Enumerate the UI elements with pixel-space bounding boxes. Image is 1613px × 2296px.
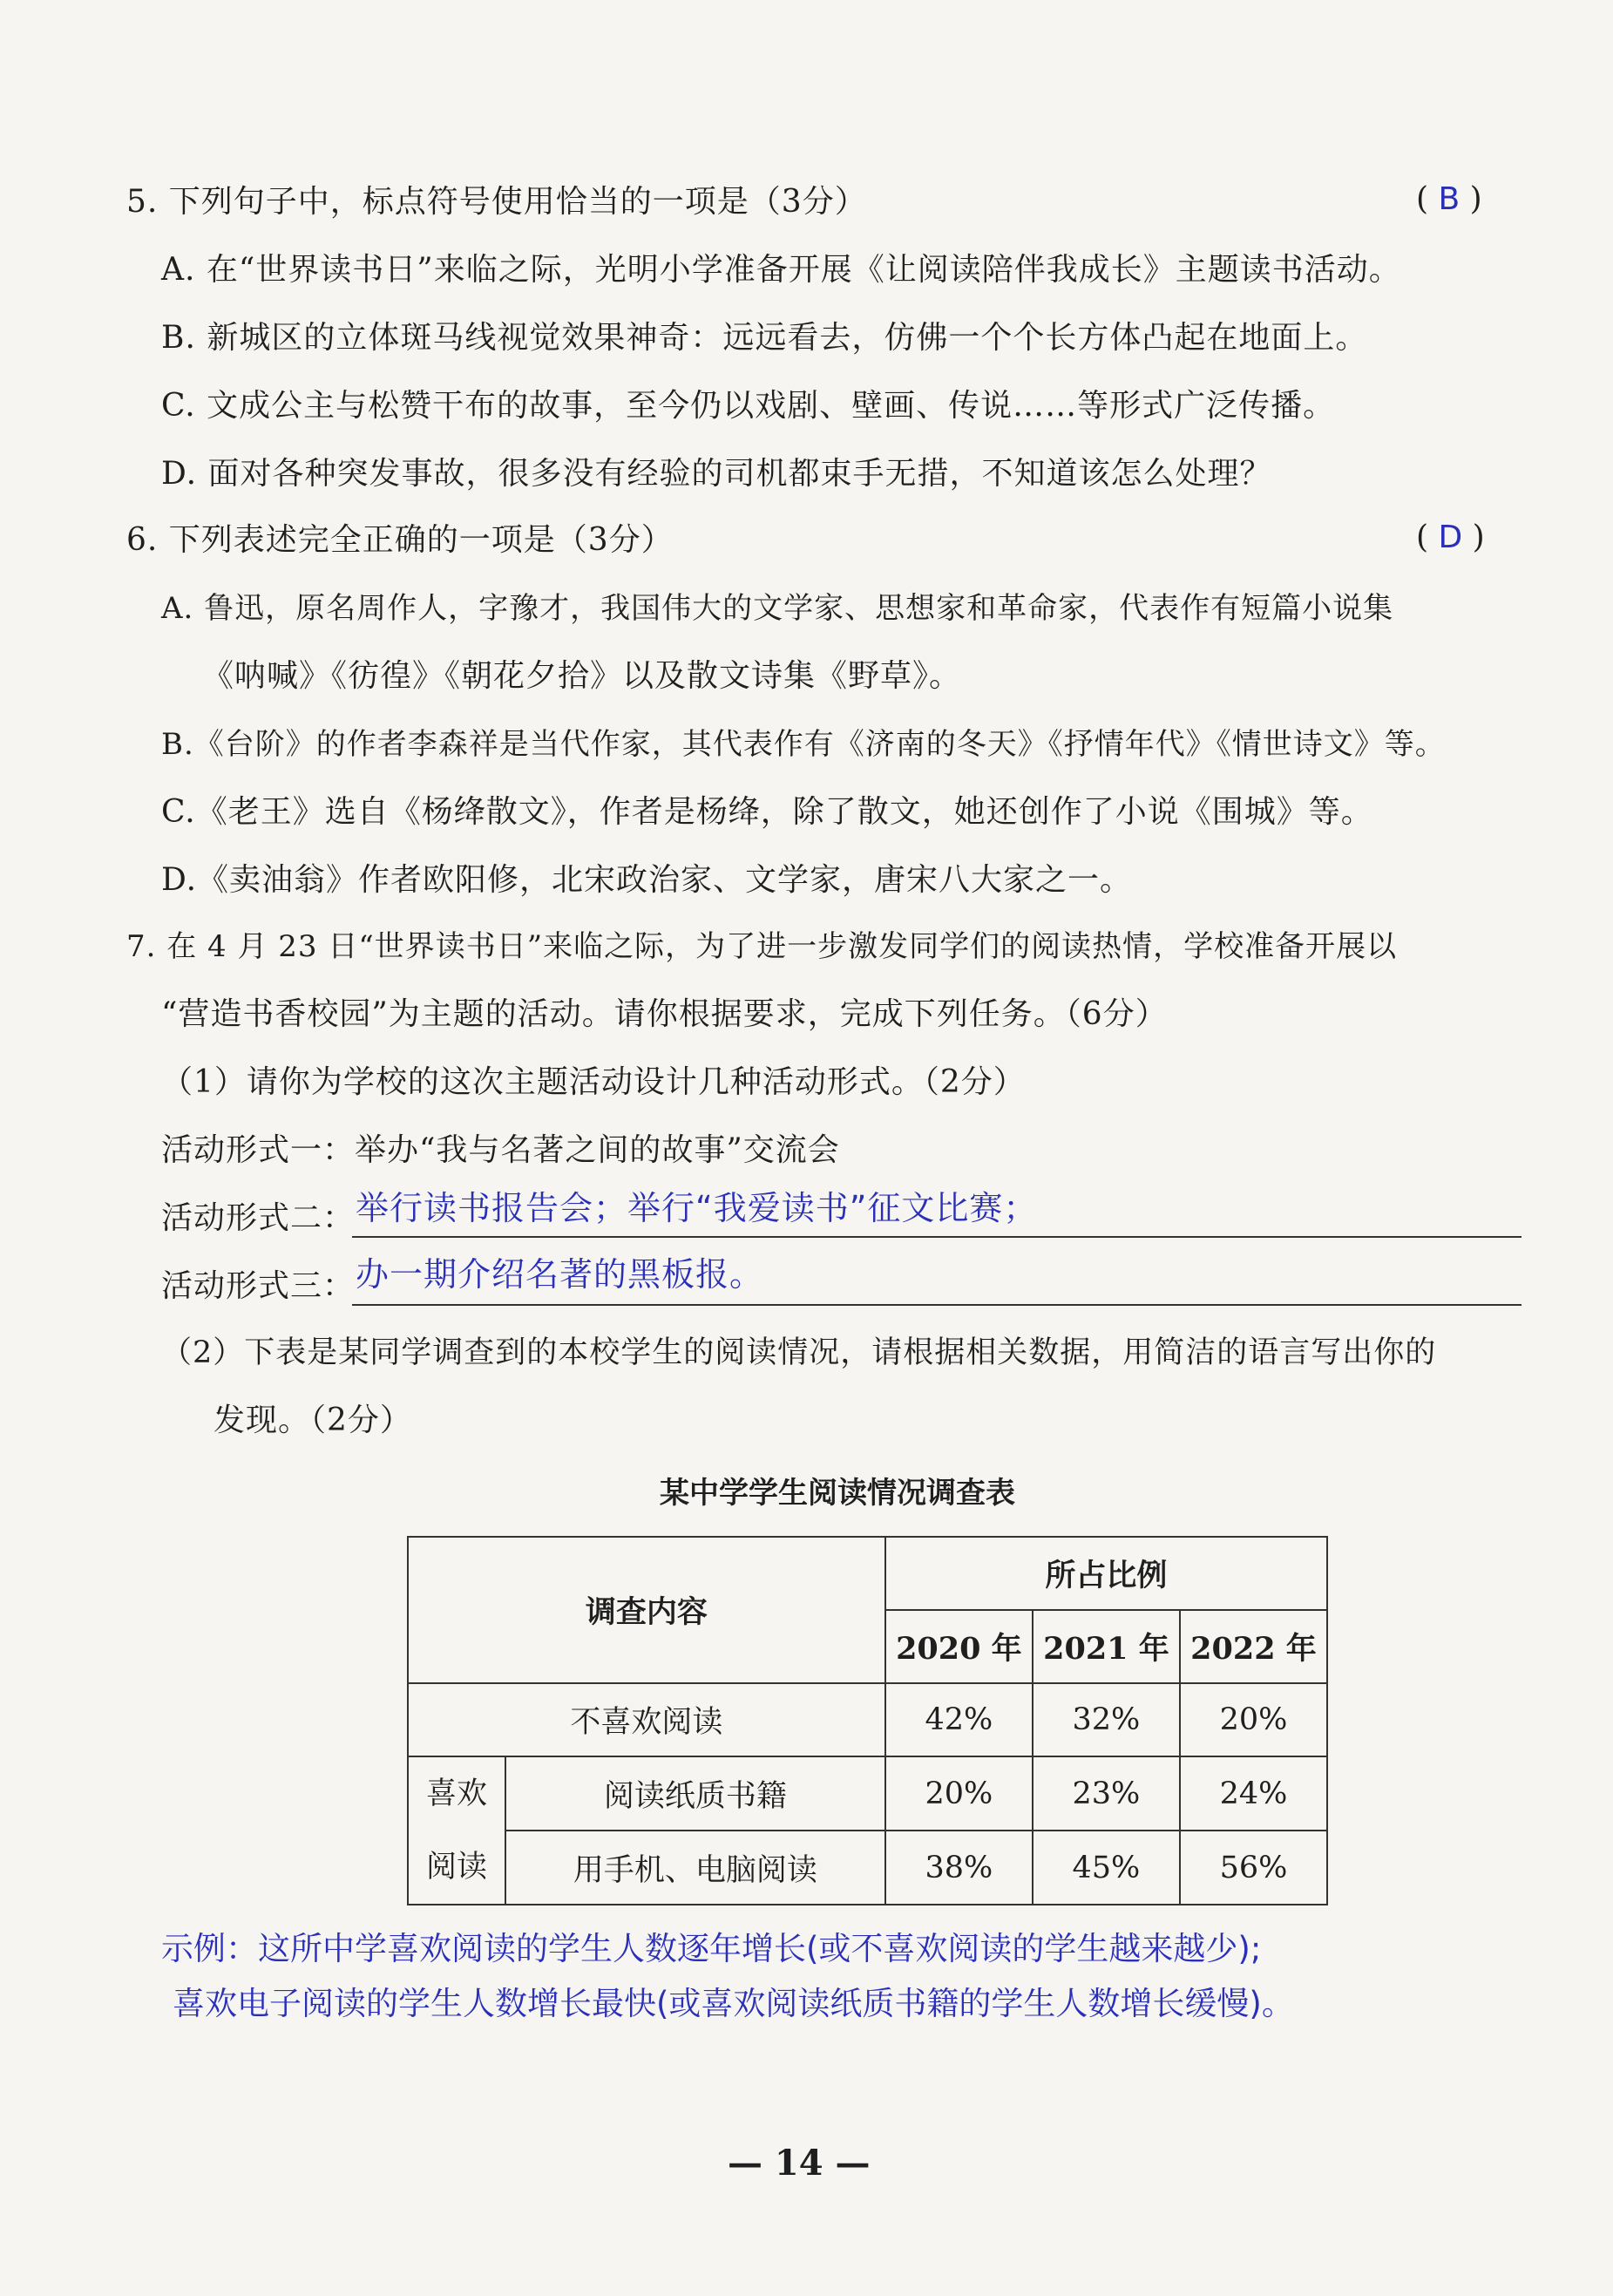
q7-form2-answer: 举行读书报告会；举行“我爱读书”征文比赛；	[356, 1189, 1038, 1227]
cell-dislike-2021: 32%	[1033, 1683, 1180, 1756]
q7-form1: 活动形式一：举办“我与名著之间的故事”交流会	[161, 1132, 840, 1168]
cell-digital-2022: 56%	[1180, 1831, 1327, 1905]
q6-answer: D	[1438, 520, 1463, 555]
group-like-label-1: 喜欢	[425, 1776, 487, 1811]
header-year-2020: 2020 年	[885, 1610, 1033, 1683]
row-digital-label: 用手机、电脑阅读	[505, 1831, 885, 1905]
answer-example-line1: 示例：这所中学喜欢阅读的学生人数逐年增长(或不喜欢阅读的学生越来越少);	[161, 1930, 1262, 1967]
cell-digital-2021: 45%	[1033, 1831, 1180, 1905]
survey-table	[407, 1536, 1328, 1905]
header-content: 调查内容	[408, 1537, 885, 1683]
q7-sub1: （1）请你为学校的这次主题活动设计几种活动形式。（2分）	[161, 1064, 1026, 1100]
header-year-2021: 2021 年	[1033, 1610, 1180, 1683]
q6-answer-bracket: ( D )	[1416, 520, 1485, 555]
cell-digital-2020: 38%	[885, 1831, 1033, 1905]
q7-stem-line2: “营造书香校园”为主题的活动。请你根据要求，完成下列任务。（6分）	[161, 996, 1168, 1032]
group-like-label	[408, 1756, 505, 1905]
q7-form2-label: 活动形式二：	[161, 1200, 356, 1236]
cell-paper-2021: 23%	[1033, 1756, 1180, 1831]
q7-sub2-line1: （2）下表是某同学调查到的本校学生的阅读情况，请根据相关数据，用简洁的语言写出你的	[161, 1335, 1437, 1370]
q6-option-d: D.《卖油翁》作者欧阳修，北宋政治家、文学家，唐宋八大家之一。	[161, 862, 1133, 898]
q6-option-c: C.《老王》选自《杨绛散文》，作者是杨绛，除了散文，她还创作了小说《围城》等。	[161, 794, 1373, 830]
q5-option-a: A. 在“世界读书日”来临之际，光明小学准备开展《让阅读陪伴我成长》主题读书活动。	[161, 252, 1401, 288]
q5-answer-bracket: ( B )	[1416, 181, 1482, 217]
q7-sub2-line2: 发现。（2分）	[213, 1403, 412, 1438]
q6-stem: 6. 下列表述完全正确的一项是（3分）	[126, 522, 674, 558]
q7-form3-label: 活动形式三：	[161, 1268, 356, 1304]
row-dislike-label: 不喜欢阅读	[408, 1683, 885, 1756]
group-like-label-2: 阅读	[425, 1850, 487, 1885]
cell-paper-2020: 20%	[885, 1756, 1033, 1831]
page-number: — 14 —	[728, 2143, 871, 2184]
cell-paper-2022: 24%	[1180, 1756, 1327, 1831]
q5-answer: B	[1438, 181, 1461, 217]
q5-stem: 5. 下列句子中，标点符号使用恰当的一项是（3分）	[126, 184, 867, 220]
q5-option-c: C. 文成公主与松赞干布的故事，至今仍以戏剧、壁画、传说……等形式广泛传播。	[161, 388, 1336, 424]
q6-option-b: B.《台阶》的作者李森祥是当代作家，其代表作有《济南的冬天》《抒情年代》《情世诗文》等。	[161, 727, 1446, 762]
q5-option-d: D. 面对各种突发事故，很多没有经验的司机都束手无措，不知道该怎么处理？	[161, 456, 1272, 492]
q7-form3-underline	[352, 1304, 1522, 1306]
q7-stem-line1: 7. 在 4 月 23 日“世界读书日”来临之际，为了进一步激发同学们的阅读热情，学校准备开展以	[126, 929, 1398, 964]
header-ratio: 所占比例	[885, 1537, 1327, 1610]
q7-form2-underline	[352, 1236, 1522, 1238]
table-title: 某中学学生阅读情况调查表	[660, 1476, 1015, 1511]
q7-form3-answer: 办一期介绍名著的黑板报。	[356, 1255, 764, 1294]
cell-dislike-2020: 42%	[885, 1683, 1033, 1756]
q6-option-a-line2: 《呐喊》《彷徨》《朝花夕拾》以及散文诗集《野草》。	[202, 658, 962, 694]
cell-dislike-2022: 20%	[1180, 1683, 1327, 1756]
q5-option-b: B. 新城区的立体斑马线视觉效果神奇：远远看去，仿佛一个个长方体凸起在地面上。	[161, 320, 1368, 356]
q6-option-a-line1: A. 鲁迅，原名周作人，字豫才，我国伟大的文学家、思想家和革命家，代表作有短篇小说集	[161, 591, 1394, 626]
header-year-2022: 2022 年	[1180, 1610, 1327, 1683]
row-paper-label: 阅读纸质书籍	[505, 1756, 885, 1831]
answer-example-line2: 喜欢电子阅读的学生人数增长最快(或喜欢阅读纸质书籍的学生人数增长缓慢)。	[173, 1985, 1294, 2022]
